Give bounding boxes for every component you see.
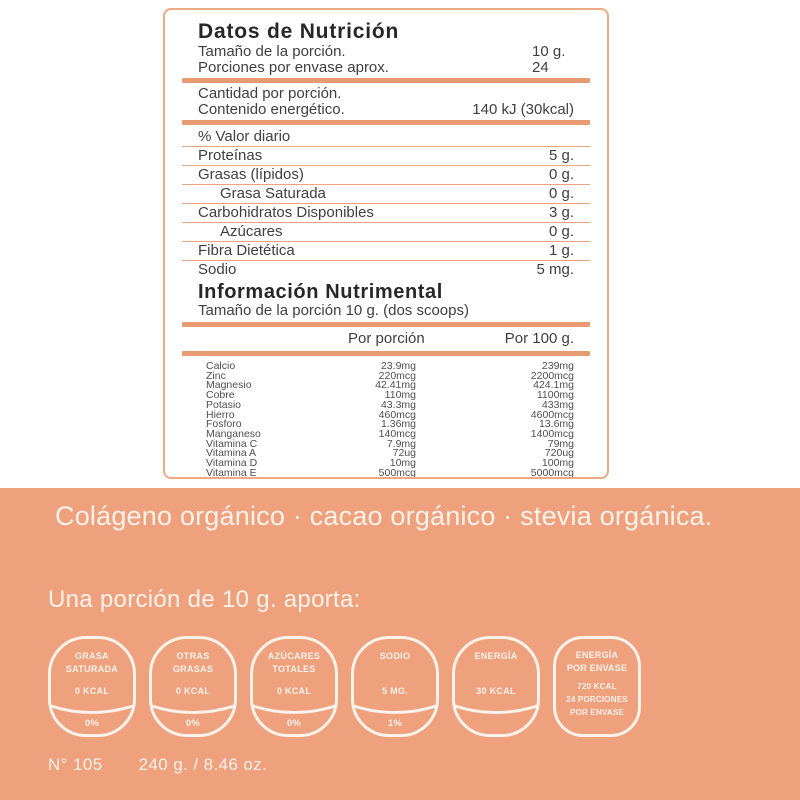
badge-name-line: ENERGÍA xyxy=(575,650,619,660)
per-serving-header: Por porción xyxy=(348,330,425,347)
mineral-per-100g: 5000mcg xyxy=(530,466,574,479)
mineral-per-100g: 100mg xyxy=(541,457,574,470)
portion-heading: Una porción de 10 g. aporta: xyxy=(48,586,361,613)
nutrient-value: 0 g. xyxy=(548,166,574,183)
mineral-per-serving: 220mcg xyxy=(378,369,416,382)
mineral-per-100g: 1400mcg xyxy=(530,427,574,440)
badge-percent: 0% xyxy=(84,718,100,729)
badge-amount: 30 KCAL xyxy=(476,686,516,696)
serving-size-label: Tamaño de la porción. xyxy=(198,43,346,60)
mineral-per-serving: 42.41mg xyxy=(375,379,416,392)
mineral-per-100g: 239mg xyxy=(541,360,574,372)
minerals-table xyxy=(182,359,590,478)
badge-name-line: TOTALES xyxy=(272,664,316,674)
mineral-per-100g: 424.1mg xyxy=(533,379,574,392)
nutrimental-subtitle: Tamaño de la porción 10 g. (dos scoops) xyxy=(198,302,469,319)
servings-per-container-row xyxy=(182,60,590,76)
servings-per-container-label: Porciones por envase aprox. xyxy=(198,58,389,76)
mineral-per-serving: 110mg xyxy=(384,389,416,402)
mineral-name: Fosforo xyxy=(206,418,242,431)
badge-otras-grasas xyxy=(149,636,237,737)
badge-amount: 0 KCAL xyxy=(74,686,110,696)
banner-footer xyxy=(48,755,267,775)
nutrient-label: Sodio xyxy=(198,261,237,278)
amount-per-serving-label: Cantidad por porción. xyxy=(198,85,342,102)
orange-banner xyxy=(0,488,800,800)
badge-name xyxy=(458,650,534,663)
badge-name-line: POR ENVASE xyxy=(566,663,628,673)
badge-name-line: SODIO xyxy=(379,651,411,661)
mineral-name: Calcio xyxy=(206,360,236,372)
nutrition-facts-panel xyxy=(163,8,609,479)
daily-value-header: % Valor diario xyxy=(198,128,291,145)
nutrient-label: Grasas (lípidos) xyxy=(198,166,304,183)
nutrient-label: Azúcares xyxy=(220,223,283,240)
mineral-name: Vitamina C xyxy=(206,437,258,450)
nutrient-label: Grasa Saturada xyxy=(220,185,326,202)
mineral-per-100g: 433mg xyxy=(541,398,574,411)
badge-percent: 0% xyxy=(286,718,302,729)
badge-amount: 720 KCAL xyxy=(577,682,617,691)
badge-name-line: GRASAS xyxy=(172,664,214,674)
mineral-per-serving: 43.3mg xyxy=(380,398,416,411)
badge-name-line: SATURADA xyxy=(65,664,119,674)
mineral-per-serving: 500mcg xyxy=(378,466,416,479)
mineral-per-serving: 23.9mg xyxy=(380,360,416,372)
serving-size-row xyxy=(182,44,590,60)
badge-grasa-saturada xyxy=(48,636,136,737)
mineral-per-serving: 10mg xyxy=(389,457,416,470)
badge-sodio xyxy=(351,636,439,737)
nutrient-value: 0 g. xyxy=(548,223,574,240)
mineral-per-100g: 4600mcg xyxy=(530,408,574,421)
mineral-name: Hierro xyxy=(206,408,235,421)
badge-detail-line: POR ENVASE xyxy=(570,708,624,717)
badge-amount: 5 MG. xyxy=(381,686,408,696)
badge-energia xyxy=(452,636,540,737)
divider-bar xyxy=(182,351,590,356)
amount-per-serving-row xyxy=(182,86,590,102)
badge-name xyxy=(256,650,332,676)
nutrient-row xyxy=(182,166,590,185)
nutrient-row xyxy=(182,147,590,166)
nutrimental-column-headers xyxy=(182,330,590,348)
servings-per-container-value: 24 xyxy=(532,58,549,76)
mineral-per-100g: 13.6mg xyxy=(538,418,574,431)
product-number: N° 105 xyxy=(48,755,103,774)
energy-label: Contenido energético. xyxy=(198,100,345,118)
nutrient-row xyxy=(182,204,590,223)
mineral-name: Zinc xyxy=(206,369,226,382)
badge-name xyxy=(54,650,130,676)
divider-bar xyxy=(182,120,590,125)
nutrimental-title: Información Nutrimental xyxy=(198,281,443,303)
nutrient-row xyxy=(182,242,590,261)
badge-name-line: AZÚCARES xyxy=(267,651,321,661)
divider-bar xyxy=(182,78,590,83)
badge-percent: 1% xyxy=(387,718,403,729)
nutrient-label: Fibra Dietética xyxy=(198,242,295,259)
nutrition-facts-title: Datos de Nutrición xyxy=(198,20,400,43)
badge-name xyxy=(357,650,433,663)
nutrient-value: 1 g. xyxy=(548,242,574,259)
tagline: Colágeno orgánico · cacao orgánico · stevia orgánica. xyxy=(55,501,713,531)
badge-azucares-totales xyxy=(250,636,338,737)
nutrient-row xyxy=(182,223,590,242)
nutrient-value: 3 g. xyxy=(548,204,574,221)
mineral-per-serving: 1.36mg xyxy=(380,418,416,431)
mineral-name: Vitamina E xyxy=(206,466,257,479)
divider-bar xyxy=(182,322,590,327)
badge-divider-arc-icon xyxy=(455,703,537,720)
badge-detail-line: 24 PORCIONES xyxy=(566,695,628,704)
mineral-per-serving: 460mcg xyxy=(378,408,416,421)
badge-name xyxy=(155,650,231,676)
mineral-name: Potasio xyxy=(206,398,242,411)
energy-value: 140 kJ (30kcal) xyxy=(472,100,574,118)
mineral-name: Cobre xyxy=(206,389,235,402)
mineral-per-100g: 1100mg xyxy=(536,389,574,402)
mineral-name: Magnesio xyxy=(206,379,252,392)
per-100g-header: Por 100 g. xyxy=(504,330,574,347)
nutrient-row xyxy=(182,185,590,204)
mineral-per-100g: 79mg xyxy=(547,437,574,450)
mineral-name: Vitamina A xyxy=(206,447,257,460)
nutrient-label: Carbohidratos Disponibles xyxy=(198,204,374,221)
mineral-row xyxy=(206,437,574,450)
nutrient-value: 5 mg. xyxy=(536,261,574,278)
nutrient-label: Proteínas xyxy=(198,147,263,164)
nutrition-badges xyxy=(48,636,641,737)
nutrient-row xyxy=(182,261,590,279)
badge-energia-por-envase xyxy=(553,636,641,737)
mineral-per-serving: 140mcg xyxy=(378,427,416,440)
badge-amount: 0 KCAL xyxy=(175,686,211,696)
mineral-name: Manganeso xyxy=(206,427,261,440)
mineral-name: Vitamina D xyxy=(206,457,258,470)
energy-row xyxy=(182,102,590,118)
badge-name-line: ENERGÍA xyxy=(474,651,518,661)
mineral-row xyxy=(206,466,574,479)
badge-amount: 0 KCAL xyxy=(276,686,312,696)
mineral-per-100g: 720ug xyxy=(544,447,574,460)
badge-percent: 0% xyxy=(185,718,201,729)
badge-name-line: GRASA xyxy=(74,651,109,661)
net-content: 240 g. / 8.46 oz. xyxy=(138,755,268,774)
mineral-per-serving: 72ug xyxy=(392,447,416,460)
mineral-per-serving: 7.9mg xyxy=(386,437,416,450)
nutrient-value: 5 g. xyxy=(548,147,574,164)
daily-value-header-row xyxy=(182,128,590,147)
nutrient-value: 0 g. xyxy=(548,185,574,202)
serving-size-value: 10 g. xyxy=(532,43,566,60)
badge-name-line: OTRAS xyxy=(176,651,210,661)
mineral-per-100g: 2200mcg xyxy=(530,369,574,382)
